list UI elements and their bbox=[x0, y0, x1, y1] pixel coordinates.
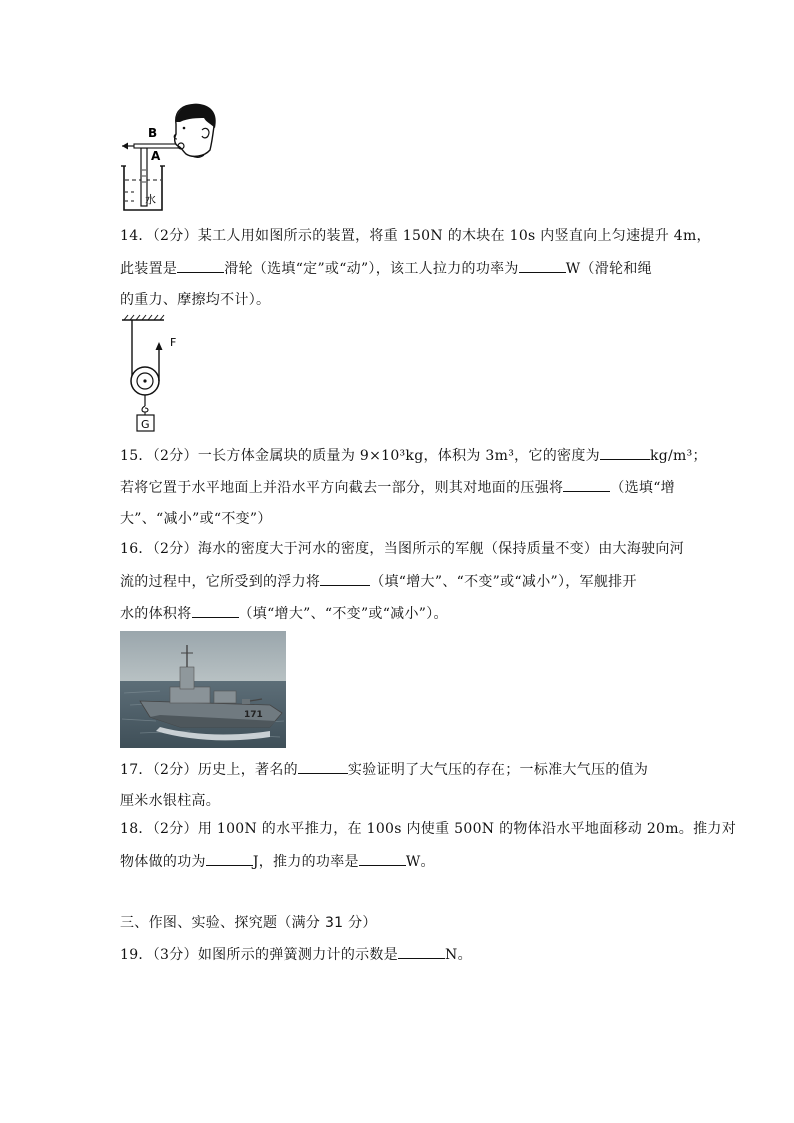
force-label: F bbox=[170, 336, 177, 349]
answer-blank[interactable] bbox=[177, 258, 224, 273]
question-15-line-1: 15．（2分）一长方体金属块的质量为 9×10³kg，体积为 3m³，它的密度为 kg/m³； bbox=[120, 445, 707, 466]
answer-blank[interactable] bbox=[563, 477, 610, 492]
answer-blank[interactable] bbox=[320, 571, 370, 586]
question-16-line-3: 水的体积将 （填“增大”、“不变”或“减小”）。 bbox=[120, 603, 448, 624]
section-title: 三、作图、实验、探究题（满分 31 分） bbox=[120, 915, 377, 931]
answer-blank[interactable] bbox=[192, 603, 239, 618]
label-a: A bbox=[151, 149, 161, 163]
question-14-line-3: 的重力、摩擦均不计）。 bbox=[120, 292, 271, 308]
pulley-figure bbox=[118, 314, 188, 436]
question-18-line-2: 物体做的功为 J，推力的功率是 W。 bbox=[120, 851, 435, 872]
question-14-line-2: 此装置是 滑轮（选填“定”或“动”），该工人拉力的功率为 W（滑轮和绳 bbox=[120, 258, 652, 279]
straw-experiment-figure bbox=[118, 100, 230, 212]
label-water: 水 bbox=[145, 193, 156, 206]
answer-blank[interactable] bbox=[600, 445, 650, 460]
question-17-line-1: 17．（2分）历史上，著名的 实验证明了大气压的存在；一标准大气压的值为 bbox=[120, 759, 648, 780]
question-17-line-2: 厘米水银柱高。 bbox=[120, 793, 221, 809]
answer-blank[interactable] bbox=[206, 851, 253, 866]
question-15-line-3: 大”、“减小”或“不变”） bbox=[120, 511, 272, 527]
label-b: B bbox=[148, 126, 158, 140]
weight-label: G bbox=[141, 418, 150, 431]
question-16-line-2: 流的过程中，它所受到的浮力将 （填“增大”、“不变”或“减小”），军舰排开 bbox=[120, 571, 637, 592]
warship-photo bbox=[120, 631, 286, 748]
question-14-line-1: 14．（2分）某工人用如图所示的装置，将重 150N 的木块在 10s 内竖直向上匀速提升 4m， bbox=[120, 228, 711, 244]
question-18-line-1: 18．（2分）用 100N 的水平推力，在 100s 内使重 500N 的物体沿水平地面移动 20m。推力对 bbox=[120, 821, 737, 837]
answer-blank[interactable] bbox=[359, 851, 406, 866]
answer-blank[interactable] bbox=[298, 759, 348, 774]
answer-blank[interactable] bbox=[519, 258, 566, 273]
answer-blank[interactable] bbox=[398, 944, 445, 959]
question-16-line-1: 16．（2分）海水的密度大于河水的密度，当图所示的军舰（保持质量不变）由大海驶向河 bbox=[120, 541, 685, 557]
hull-number: 171 bbox=[244, 710, 263, 720]
question-19-line-1: 19．（3分）如图所示的弹簧测力计的示数是 N。 bbox=[120, 944, 472, 965]
question-15-line-2: 若将它置于水平地面上并沿水平方向截去一部分，则其对地面的压强将 （选填“增 bbox=[120, 477, 675, 498]
